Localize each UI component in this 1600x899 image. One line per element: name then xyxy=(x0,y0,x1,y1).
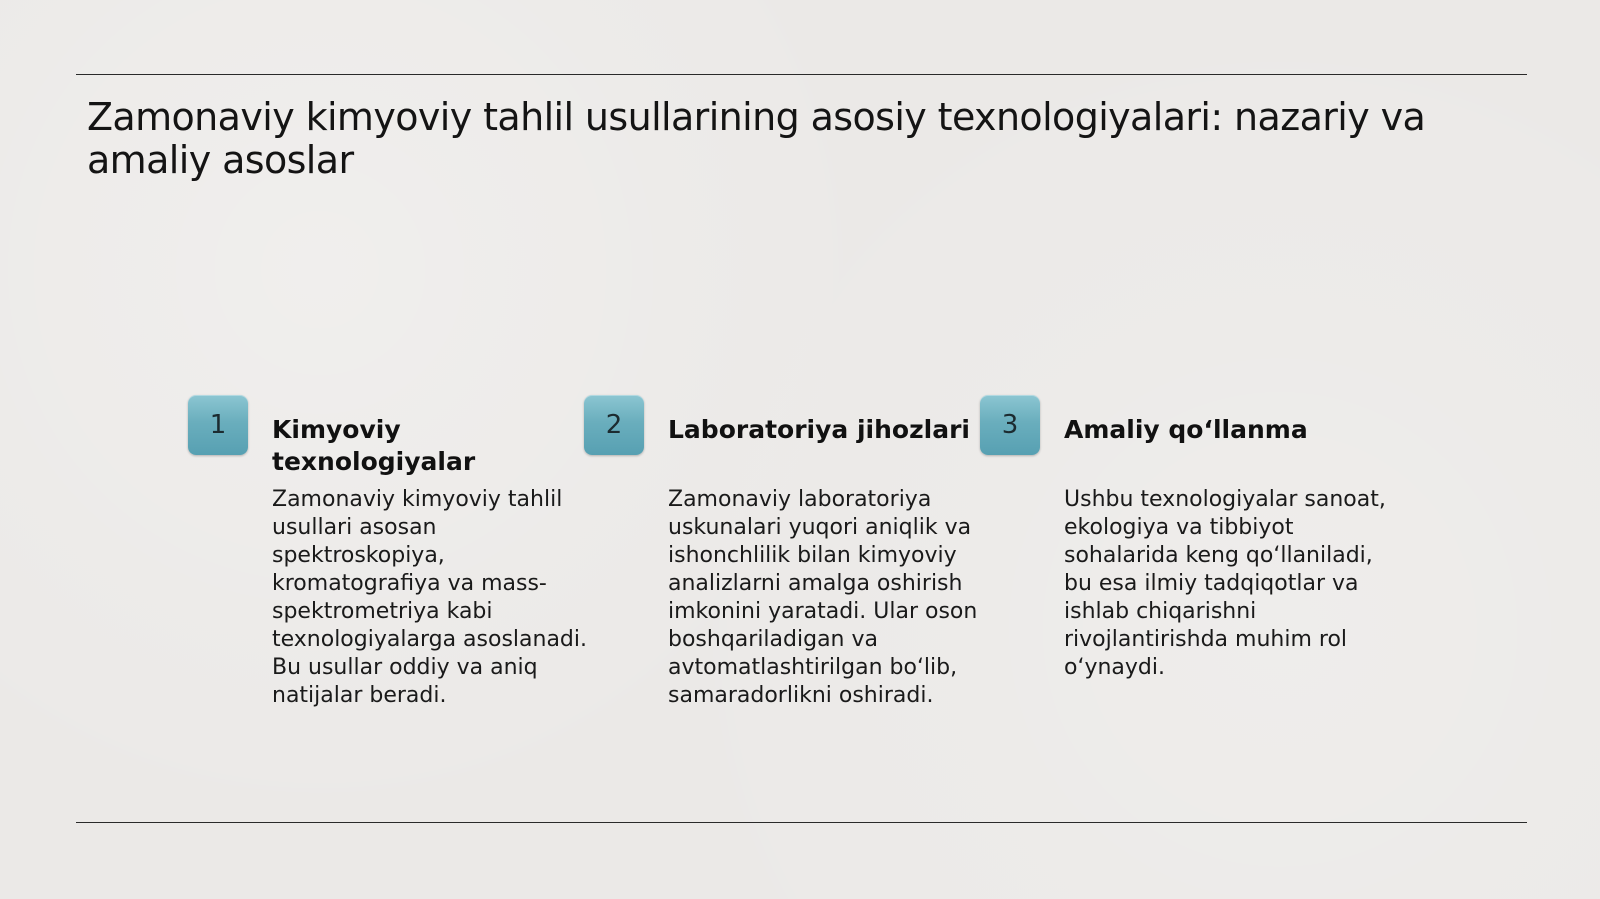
step-title: Kimyoviy texnologiyalar xyxy=(272,415,476,476)
step-number-badge: 3 xyxy=(980,395,1040,455)
step-title: Amaliy qo‘llanma xyxy=(1064,415,1308,444)
slide-title: Zamonaviy kimyoviy tahlil usullarining asosiy texnologiyalari: nazariy va amaliy asoslar xyxy=(87,95,1426,182)
step-number-badge: 1 xyxy=(188,395,248,455)
step-description: Zamonaviy laboratoriya uskunalari yuqori aniqlik va ishonchlilik bilan kimyoviy analizlarni amalga oshirish imkonini yaratadi. Ular oson boshqariladigan va avtomatlashtirilgan bo‘lib, samaradorlikni oshiradi. xyxy=(668,487,978,708)
step-number-badge: 2 xyxy=(584,395,644,455)
bottom-divider xyxy=(76,822,1527,823)
step-description: Ushbu texnologiyalar sanoat, ekologiya va tibbiyot sohalarida keng qo‘llaniladi, bu esa ilmiy tadqiqotlar va ishlab chiqarishni rivojlantirishda muhim rol o‘ynaydi. xyxy=(1064,487,1386,680)
step-title: Laboratoriya jihozlari xyxy=(668,415,970,444)
step-description: Zamonaviy kimyoviy tahlil usullari asosan spektroskopiya, kromatografiya va mass-spektrometriya kabi texnologiyalarga asoslanadi. Bu usullar oddiy va aniq natijalar beradi. xyxy=(272,487,587,708)
top-divider xyxy=(76,74,1527,75)
